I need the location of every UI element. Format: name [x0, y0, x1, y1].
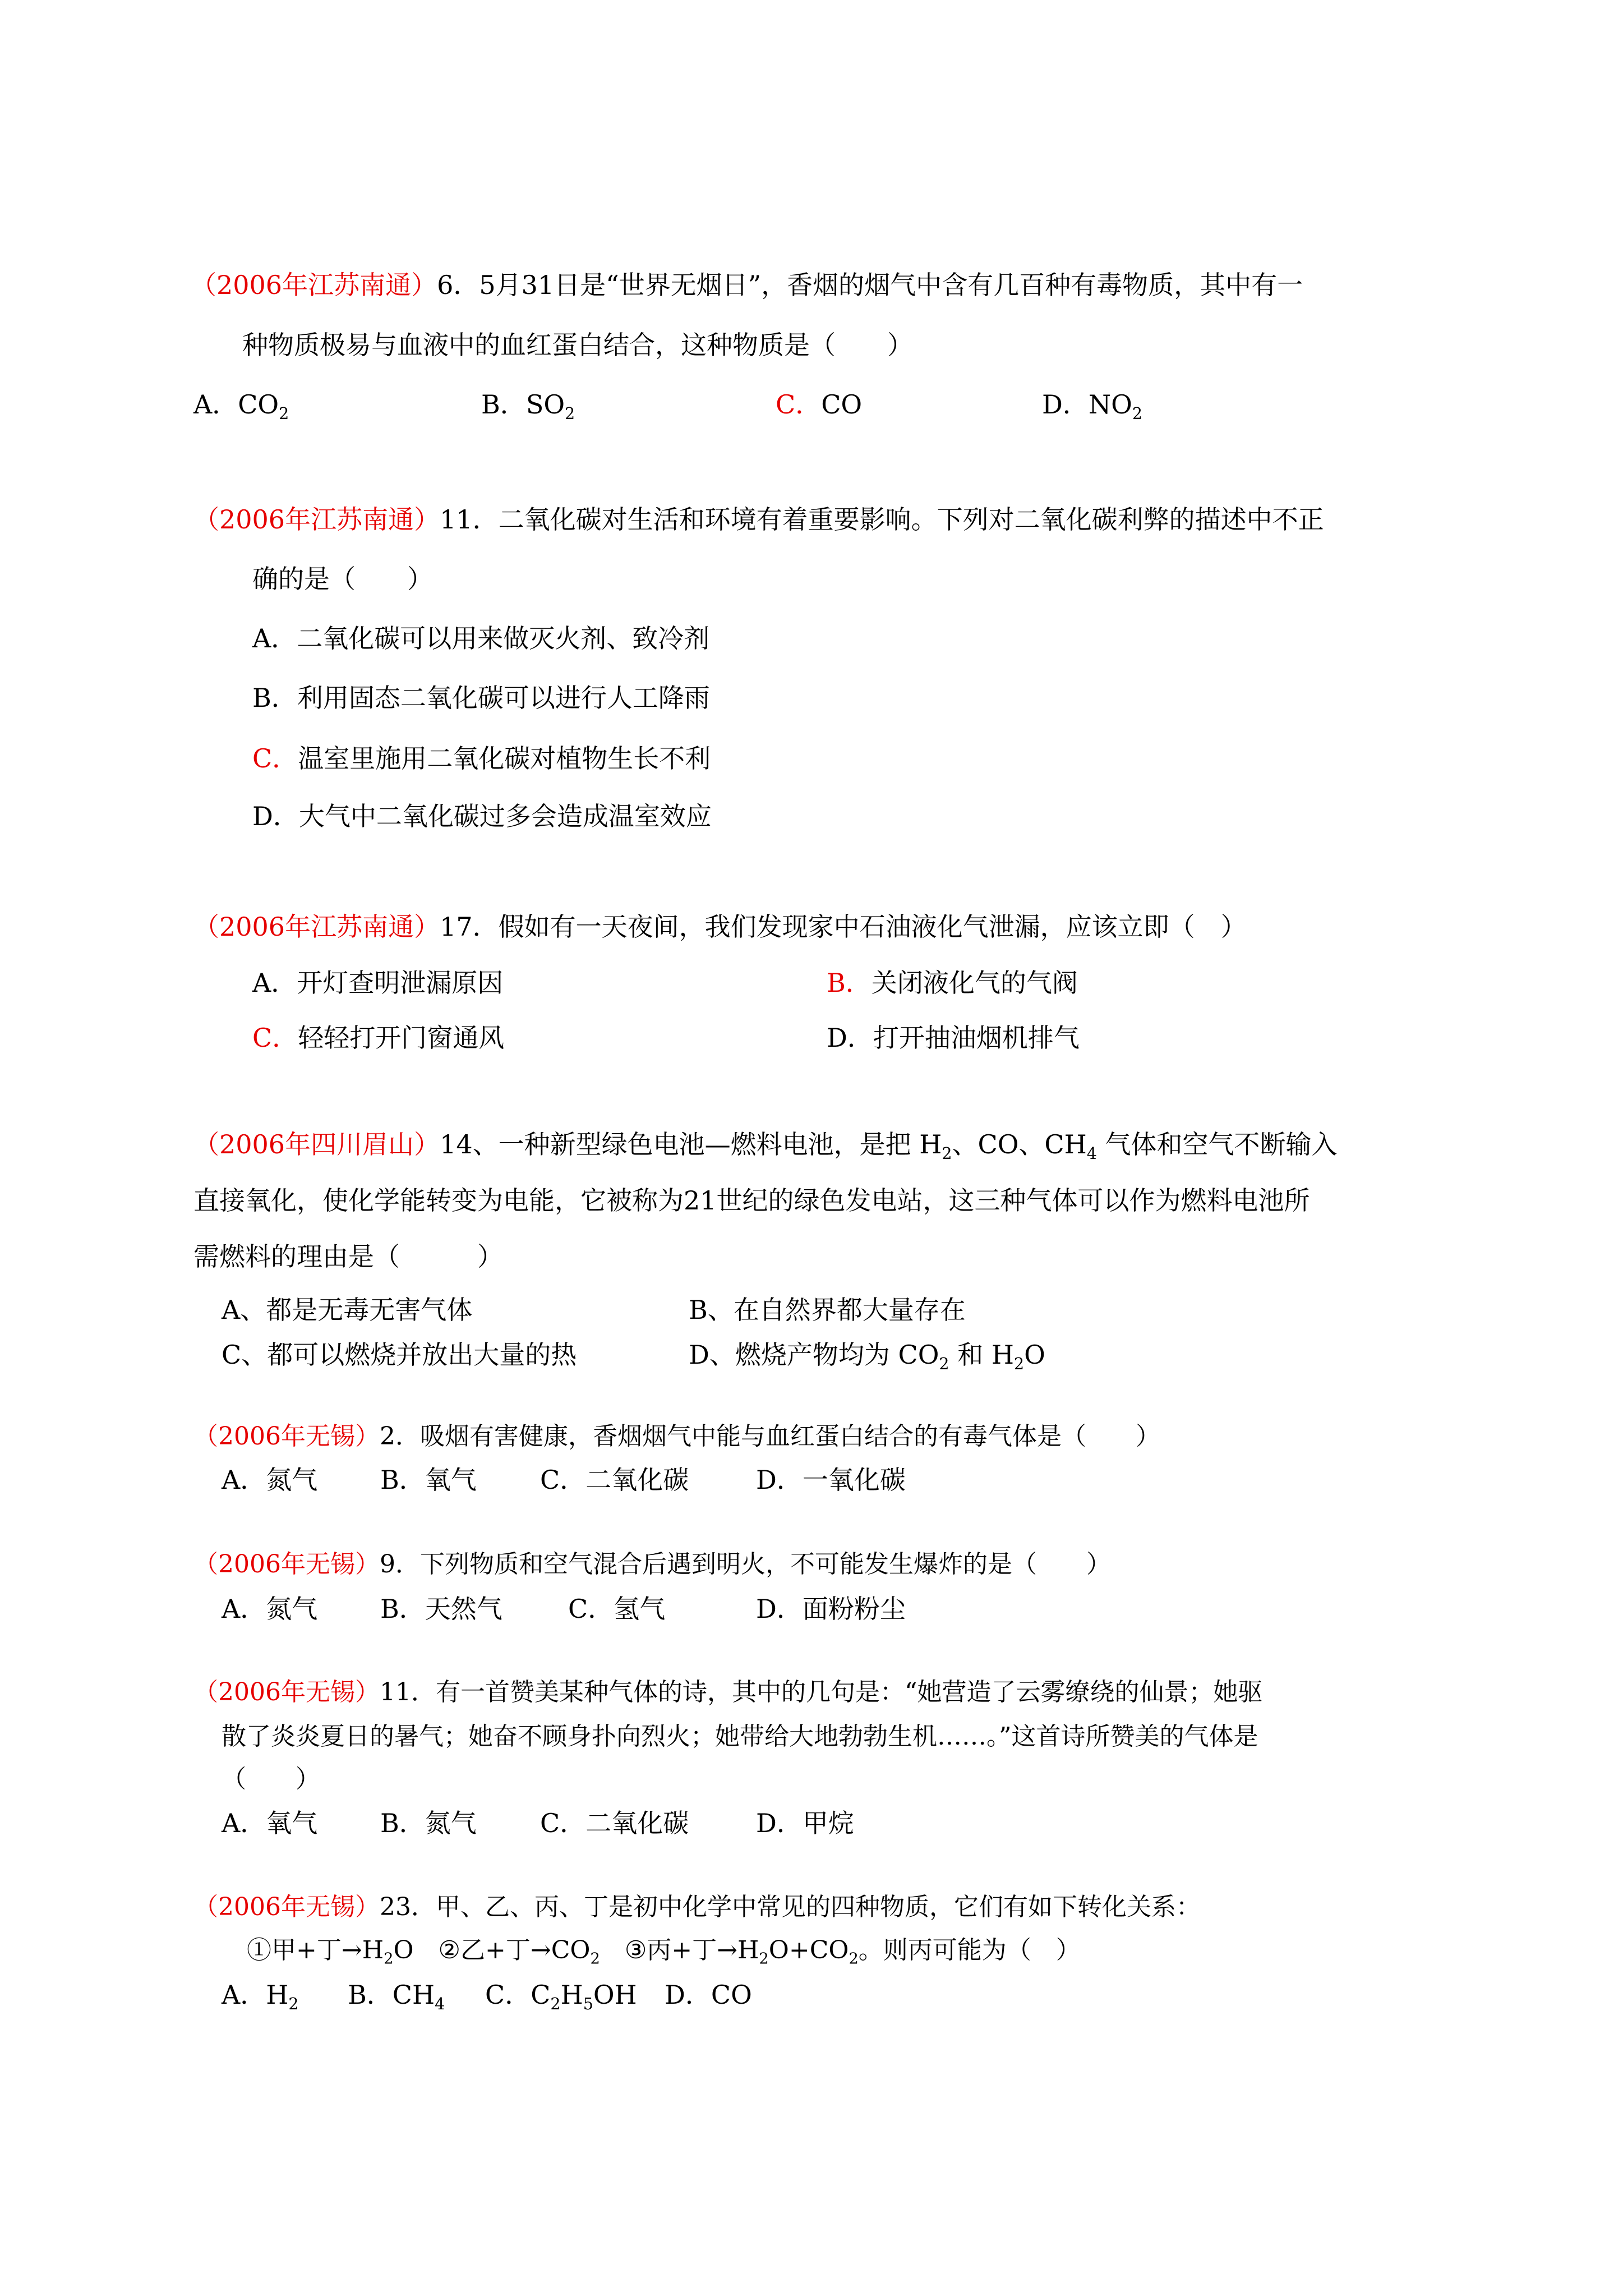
- question-4-line-3: 需燃料的理由是（ ）: [193, 1241, 503, 1272]
- option-a: A．$CO_2$: [193, 389, 289, 423]
- option-b: B．$CH_4$: [348, 1980, 445, 2013]
- option-b: B．天然气: [380, 1594, 502, 1624]
- question-source: （2006年江苏南通）: [191, 270, 437, 300]
- question-4-line-1: （2006年四川眉山）14、一种新型绿色电池—燃料电池，是把 $H_2$、CO、$CH_4$ 气体和空气不断输入: [193, 1129, 1338, 1163]
- question-source: （2006年无锡）: [193, 1550, 380, 1579]
- question-source: （2006年无锡）: [193, 1893, 380, 1921]
- question-source: （2006年四川眉山）: [193, 1129, 440, 1159]
- option-d: D．一氧化碳: [756, 1465, 906, 1495]
- option-a: A．二氧化碳可以用来做灭火剂、致冷剂: [252, 623, 710, 654]
- option-d: D、燃烧产物均为 $CO_2$ 和 $H_2O$: [689, 1340, 1045, 1373]
- question-source: （2006年江苏南通）: [193, 912, 440, 942]
- option-b: B、在自然界都大量存在: [689, 1295, 966, 1325]
- option-b: B．氮气: [380, 1808, 477, 1838]
- question-4-line-2: 直接氧化，使化学能转变为电能，它被称为21世纪的绿色发电站，这三种气体可以作为燃料电池所: [193, 1185, 1310, 1216]
- question-source: （2006年无锡）: [193, 1678, 380, 1706]
- option-c: C．二氧化碳: [540, 1808, 689, 1838]
- question-source: （2006年江苏南通）: [193, 504, 440, 535]
- option-c: C．二氧化碳: [540, 1465, 689, 1495]
- option-d: D．大气中二氧化碳过多会造成温室效应: [252, 801, 712, 831]
- option-c: C．氢气: [568, 1594, 666, 1624]
- question-8-reactions: ①甲+丁$\to H_2O$ ②乙+丁$\to CO_2$ ③丙+丁$\to H_2O+CO_2$。则丙可能为（ ）: [247, 1936, 1081, 1968]
- question-3-line-1: （2006年江苏南通）17．假如有一天夜间，我们发现家中石油液化气泄漏，应该立即（ ）: [193, 912, 1247, 942]
- option-d: D．CO: [665, 1980, 752, 2010]
- option-a: A．$H_2$: [222, 1980, 299, 2013]
- option-c-answer: C．轻轻打开门窗通风: [252, 1023, 505, 1053]
- option-a: A．开灯查明泄漏原因: [252, 968, 504, 998]
- option-d: D．打开抽油烟机排气: [827, 1023, 1080, 1053]
- question-2-line-1: （2006年江苏南通）11．二氧化碳对生活和环境有着重要影响。下列对二氧化碳利弊的描述中不正: [193, 504, 1324, 535]
- option-d: D．面粉粉尘: [756, 1594, 906, 1624]
- option-a: A、都是无毒无害气体: [222, 1295, 473, 1325]
- option-b: B．$SO_2$: [481, 389, 575, 423]
- option-a: A．氮气: [222, 1594, 318, 1624]
- question-6-line-1: （2006年无锡）9．下列物质和空气混合后遇到明火，不可能发生爆炸的是（ ）: [193, 1550, 1111, 1579]
- question-5-line-1: （2006年无锡）2．吸烟有害健康，香烟烟气中能与血红蛋白结合的有毒气体是（ ）: [193, 1422, 1160, 1451]
- option-c: C、都可以燃烧并放出大量的热: [222, 1340, 577, 1370]
- option-b: B．利用固态二氧化碳可以进行人工降雨: [252, 683, 710, 713]
- option-a: A．氧气: [222, 1808, 318, 1838]
- option-a: A．氮气: [222, 1465, 318, 1495]
- question-source: （2006年无锡）: [193, 1422, 380, 1451]
- option-d: D．$NO_2$: [1042, 389, 1143, 423]
- question-7-line-2: 散了炎炎夏日的暑气；她奋不顾身扑向烈火；她带给大地勃勃生机……。”这首诗所赞美的气体是: [222, 1722, 1258, 1751]
- option-d: D．甲烷: [756, 1808, 854, 1838]
- question-8-line-1: （2006年无锡）23．甲、乙、丙、丁是初中化学中常见的四种物质，它们有如下转化关系：: [193, 1893, 1201, 1921]
- option-b: B．氧气: [380, 1465, 477, 1495]
- option-c-answer: C．CO: [776, 389, 863, 420]
- option-c-answer: C．温室里施用二氧化碳对植物生长不利: [252, 743, 711, 774]
- question-2-line-2: 确的是（ ）: [252, 564, 433, 594]
- question-1-line-1: （2006年江苏南通）6．5月31日是“世界无烟日”，香烟的烟气中含有几百种有毒物质，其中有一: [191, 270, 1303, 300]
- question-7-line-1: （2006年无锡）11．有一首赞美某种气体的诗，其中的几句是：“她营造了云雾缭绕的仙景；她驱: [193, 1678, 1263, 1706]
- option-c: C．$C_2H_5OH$: [485, 1980, 637, 2013]
- question-7-line-3: （ ）: [222, 1765, 320, 1793]
- question-1-line-2: 种物质极易与血液中的血红蛋白结合，这种物质是（ ）: [242, 330, 913, 360]
- option-b-answer: B．关闭液化气的气阀: [827, 968, 1078, 998]
